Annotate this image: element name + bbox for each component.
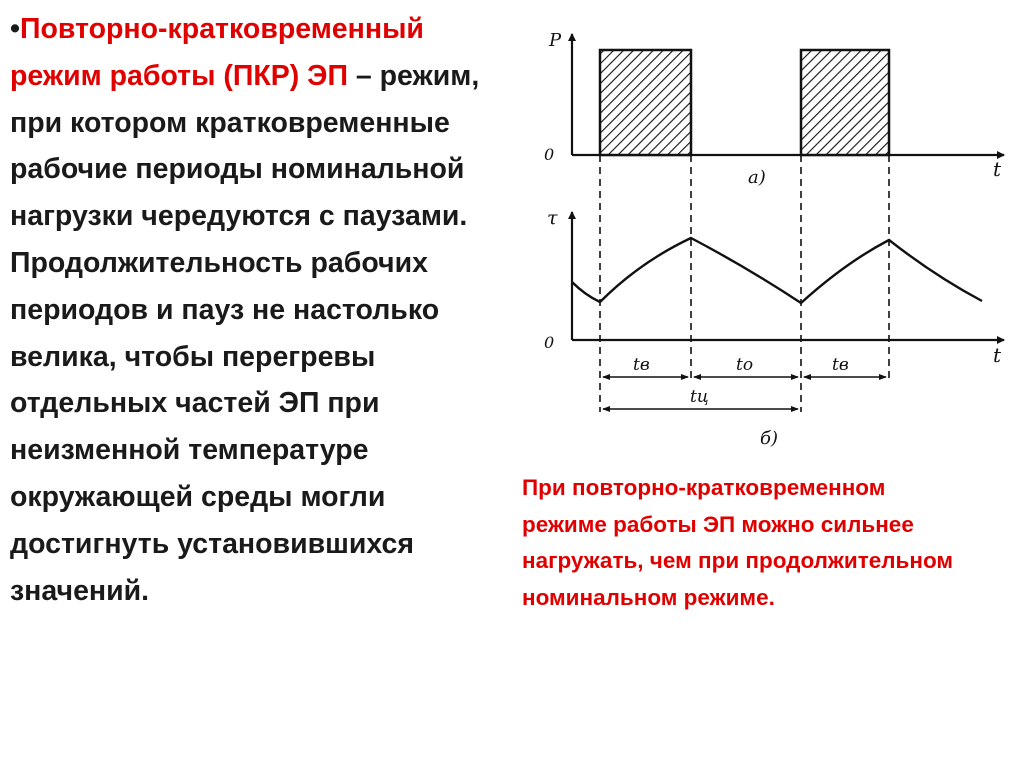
term-highlight: Повторно-кратковременный режим работы (ПКР) ЭП — [10, 13, 424, 92]
load-temperature-diagram — [540, 20, 1020, 450]
tau-axis-label: τ — [547, 207, 558, 229]
definition-body: – режим, при котором кратковременные рабочие периоды номинальной нагрузки чередуются с паузами. Продолжительность рабочих периодов и пауз не настолько велика, чтобы перегревы отдельных частей ЭП при неизменной температуре окружающей среды могли достигнуть установившихся значений. — [10, 59, 480, 607]
dimension-lines — [603, 377, 886, 409]
load-pulse-2 — [801, 50, 889, 155]
caption-a: а) — [748, 167, 766, 188]
plot-a — [544, 30, 1004, 188]
origin-label-b: 0 — [544, 333, 555, 352]
label-t-pause: tо — [736, 355, 754, 375]
caption-b: б) — [760, 428, 779, 449]
p-axis-label: P — [549, 30, 562, 51]
load-pulse-1 — [600, 50, 691, 155]
temperature-curve — [572, 238, 982, 303]
note-text: При повторно-кратковременном режиме работы ЭП можно сильнее нагружать, чем при продолжительном номинальном режиме. — [522, 475, 954, 610]
t-axis-label-a: t — [993, 157, 1002, 181]
bullet: • — [10, 13, 20, 45]
label-t-cycle: tц — [690, 387, 709, 407]
origin-label-a: 0 — [544, 145, 555, 164]
plot-b — [544, 207, 1004, 449]
main-definition-text — [10, 6, 510, 614]
label-t-work-1: tв — [633, 355, 650, 375]
t-axis-label-b: t — [993, 343, 1002, 367]
label-t-work-2: tв — [832, 355, 849, 375]
